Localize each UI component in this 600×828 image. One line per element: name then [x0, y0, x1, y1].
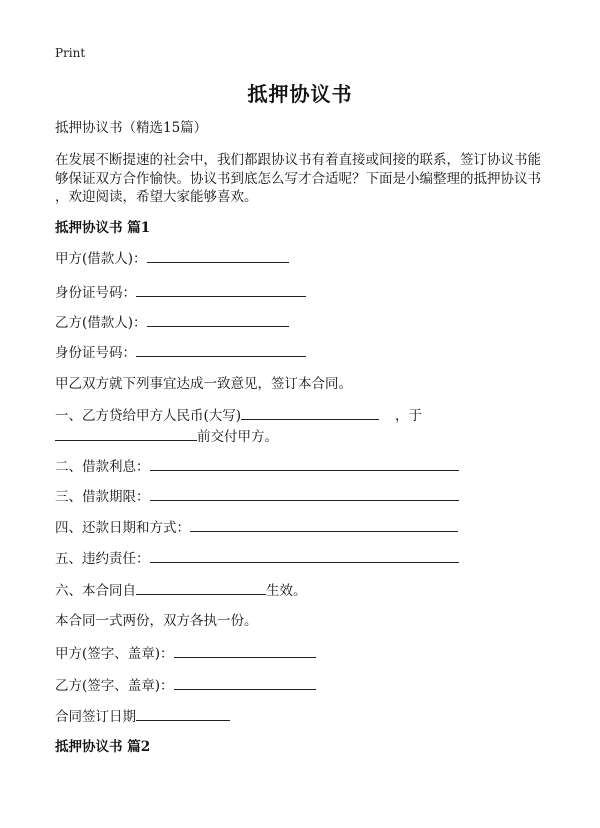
item-4-label: 四、还款日期和方式：	[55, 520, 190, 536]
item-2-label: 二、借款利息：	[55, 459, 150, 475]
sign-b-label: 乙方(签字、盖章)：	[55, 678, 174, 694]
item-5-label: 五、违约责任：	[55, 551, 150, 567]
subtitle: 抵押协议书（精选15篇）	[55, 120, 208, 136]
item-2-line	[55, 456, 459, 477]
sign-a-label: 甲方(签字、盖章)：	[55, 646, 174, 662]
party-a-blank	[147, 248, 289, 263]
item-1-end: 前交付甲方。	[197, 429, 278, 445]
amount-blank	[241, 405, 379, 420]
copies-text: 本合同一式两份，双方各执一份。	[55, 613, 258, 629]
sign-a-blank	[174, 643, 316, 658]
id-a-blank	[136, 282, 306, 297]
intro-line-1: 在发展不断提速的社会中，我们都跟协议书有着直接或间接的联系，签订协议书能	[55, 152, 541, 168]
party-b-blank	[147, 312, 289, 327]
interest-blank	[150, 456, 459, 471]
sign-a-line	[55, 643, 316, 664]
item-3-label: 三、借款期限：	[55, 489, 150, 505]
item-4-line	[55, 517, 458, 538]
page-title: 抵押协议书	[247, 82, 353, 106]
id-a-line	[55, 282, 306, 303]
repayment-blank	[190, 517, 458, 532]
sign-date-blank	[136, 706, 230, 721]
item-1-line	[55, 405, 422, 426]
sign-date-line	[55, 706, 230, 727]
party-a-line	[55, 248, 289, 269]
section-heading-2: 抵押协议书 篇2	[55, 739, 151, 755]
agreement-text: 甲乙双方就下列事宜达成一致意见，签订本合同。	[55, 376, 352, 392]
party-b-label: 乙方(借款人)：	[55, 315, 147, 331]
party-a-label: 甲方(借款人)：	[55, 251, 147, 267]
id-a-label: 身份证号码：	[55, 285, 136, 301]
item-6-line	[55, 580, 307, 601]
item-6-end: 生效。	[266, 583, 307, 599]
sign-b-blank	[174, 675, 316, 690]
intro-line-2: 够保证双方合作愉快。协议书到底怎么写才合适呢？下面是小编整理的抵押协议书	[55, 171, 541, 187]
breach-blank	[150, 548, 459, 563]
item-1-middle: ，于	[395, 408, 423, 424]
id-b-blank	[136, 342, 306, 357]
term-blank	[150, 486, 459, 501]
effective-date-blank	[136, 580, 266, 595]
sign-date-label: 合同签订日期	[55, 709, 136, 725]
id-b-label: 身份证号码：	[55, 345, 136, 361]
section-heading-1: 抵押协议书 篇1	[55, 220, 151, 236]
item-1-line-2	[55, 426, 278, 447]
party-b-line	[55, 312, 289, 333]
intro-line-3: ，欢迎阅读，希望大家能够喜欢。	[55, 189, 258, 205]
sign-b-line	[55, 675, 316, 696]
item-3-line	[55, 486, 459, 507]
print-link[interactable]: Print	[55, 46, 86, 60]
id-b-line	[55, 342, 306, 363]
due-date-blank	[55, 426, 197, 441]
item-6-label: 六、本合同自	[55, 583, 136, 599]
item-5-line	[55, 548, 459, 569]
item-1-label: 一、乙方贷给甲方人民币(大写)	[55, 408, 242, 424]
